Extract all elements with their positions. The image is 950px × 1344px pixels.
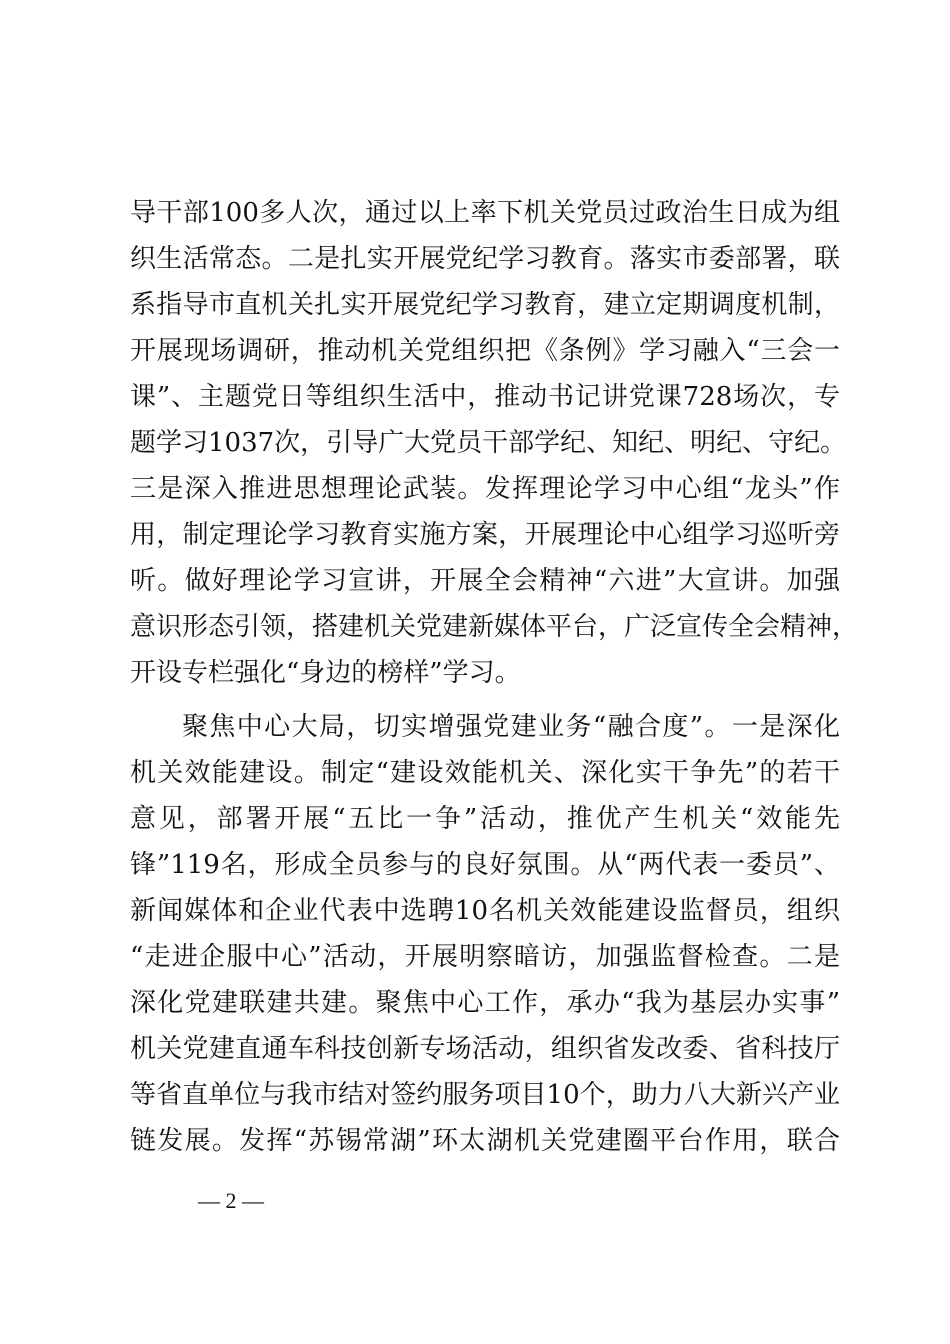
text-line: 题学习1037次，引导广大党员干部学纪、知纪、明纪、守纪。	[130, 428, 847, 458]
text-line: 织生活常态。二是扎实开展党纪学习教育。落实市委部署，联	[130, 244, 840, 274]
text-line: 聚焦中心大局，切实增强党建业务“融合度”。一是深化	[182, 712, 840, 742]
text-line: 听。做好理论学习宣讲，开展全会精神“六进”大宣讲。加强	[130, 566, 840, 596]
text-line: 意识形态引领，搭建机关党建新媒体平台，广泛宣传全会精神，	[130, 612, 859, 642]
text-line: 开设专栏强化“身边的榜样”学习。	[130, 658, 521, 688]
text-line: 三是深入推进思想理论武装。发挥理论学习中心组“龙头”作	[130, 474, 840, 504]
text-line: 用，制定理论学习教育实施方案，开展理论中心组学习巡听旁	[130, 520, 840, 550]
body-text	[130, 190, 859, 1164]
paragraph-spacer	[130, 696, 840, 704]
text-line: “走进企服中心”活动，开展明察暗访，加强监督检查。二是	[130, 942, 840, 972]
text-line: 课”、主题党日等组织生活中，推动书记讲党课728场次，专	[130, 382, 840, 412]
paragraph-2	[130, 704, 840, 1164]
text-line: 机关党建直通车科技创新专场活动，组织省发改委、省科技厅	[130, 1034, 840, 1064]
page-number: — 2 —	[198, 1188, 264, 1213]
text-line: 意见，部署开展“五比一争”活动，推优产生机关“效能先	[130, 804, 840, 834]
text-line: 导干部100多人次，通过以上率下机关党员过政治生日成为组	[130, 198, 840, 228]
text-line: 开展现场调研，推动机关党组织把《条例》学习融入“三会一	[130, 336, 840, 366]
text-line: 新闻媒体和企业代表中选聘10名机关效能建设监督员，组织	[130, 896, 840, 926]
paragraph-1	[130, 190, 859, 696]
text-line: 系指导市直机关扎实开展党纪学习教育，建立定期调度机制，	[130, 290, 840, 320]
text-line: 机关效能建设。制定“建设效能机关、深化实干争先”的若干	[130, 758, 840, 788]
text-line: 深化党建联建共建。聚焦中心工作，承办“我为基层办实事”	[130, 988, 840, 1018]
text-line: 链发展。发挥“苏锡常湖”环太湖机关党建圈平台作用，联合	[130, 1126, 840, 1156]
text-line: 等省直单位与我市结对签约服务项目10个，助力八大新兴产业	[130, 1080, 840, 1110]
text-line: 锋”119名，形成全员参与的良好氛围。从“两代表一委员”、	[130, 850, 840, 880]
